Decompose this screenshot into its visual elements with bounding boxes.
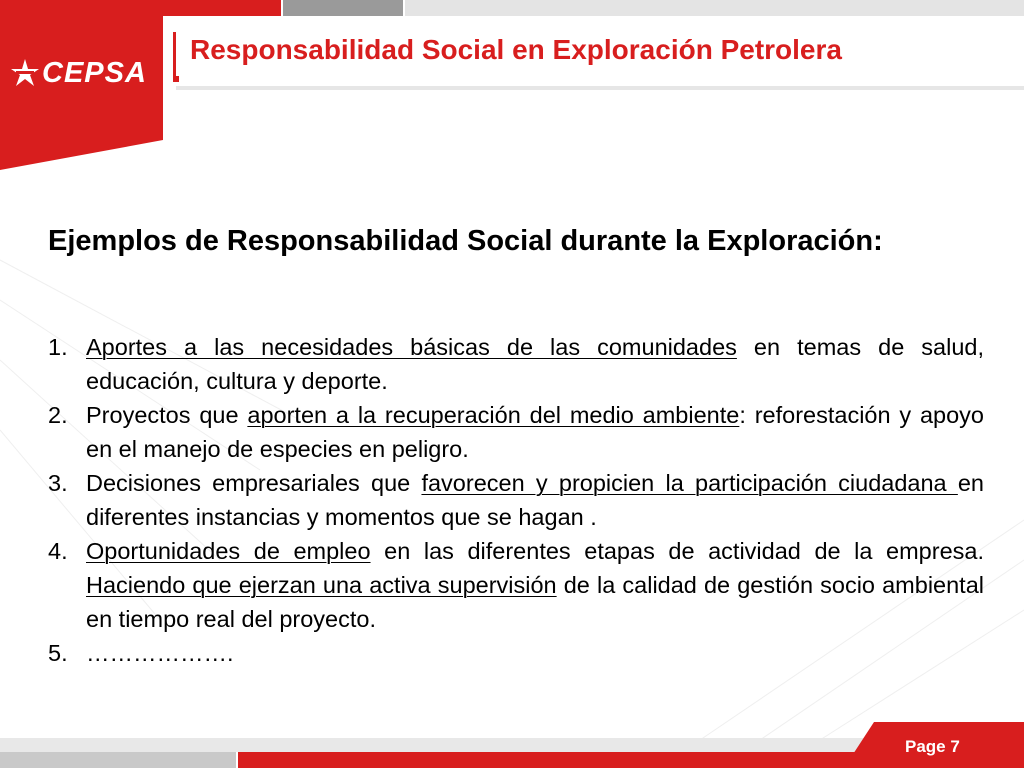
list-item xyxy=(48,636,984,670)
slide-title: Responsabilidad Social en Exploración Petrolera xyxy=(190,34,842,65)
footer-grey-block xyxy=(0,752,236,768)
page-number: Page 7 xyxy=(905,737,960,756)
list-number: 5. xyxy=(48,640,68,666)
item-text: Decisiones empresariales que xyxy=(86,470,422,496)
logo-text: CEPSA xyxy=(42,57,147,89)
top-bar-red-segment xyxy=(163,0,281,16)
underlined-text: Aportes a las necesidades básicas de las comunidades xyxy=(86,334,737,360)
underlined-text: Oportunidades de empleo xyxy=(86,538,371,564)
top-bar-grey-segment xyxy=(283,0,403,16)
list-item xyxy=(48,534,984,636)
section-heading: Ejemplos de Responsabilidad Social durante la Exploración: xyxy=(48,225,883,257)
underlined-text: aporten a la recuperación del medio ambiente xyxy=(247,402,740,428)
list-item xyxy=(48,398,984,466)
underlined-text: Haciendo que ejerzan una activa supervisión xyxy=(86,572,557,598)
underlined-text: favorecen y propicien la participación ciudadana xyxy=(421,470,958,496)
list-item xyxy=(48,466,984,534)
item-text: : reforestación y apoyo en el manejo de especies en peligro. xyxy=(86,402,984,462)
item-text: de la calidad de gestión socio ambiental en tiempo real del proyecto. xyxy=(86,572,985,632)
item-text: en diferentes instancias y momentos que se hagan . xyxy=(86,470,984,530)
item-text: Proyectos que xyxy=(86,402,248,428)
list-number: 4. xyxy=(48,538,68,564)
list-number: 2. xyxy=(48,402,68,428)
item-text: ………………. xyxy=(86,640,234,666)
cepsa-logo xyxy=(10,58,147,88)
title-accent-bar xyxy=(173,32,176,82)
list-number: 1. xyxy=(48,334,68,360)
list-number: 3. xyxy=(48,470,68,496)
top-bar-light-segment xyxy=(405,0,1024,16)
examples-list xyxy=(48,330,984,670)
item-text: en temas de salud, educación, cultura y deporte. xyxy=(86,334,984,394)
title-accent-dot xyxy=(173,76,179,82)
title-underline xyxy=(176,86,1024,90)
list-item xyxy=(48,330,984,398)
cepsa-star-icon xyxy=(10,58,40,88)
item-text: en las diferentes etapas de actividad de la empresa. xyxy=(370,538,984,564)
